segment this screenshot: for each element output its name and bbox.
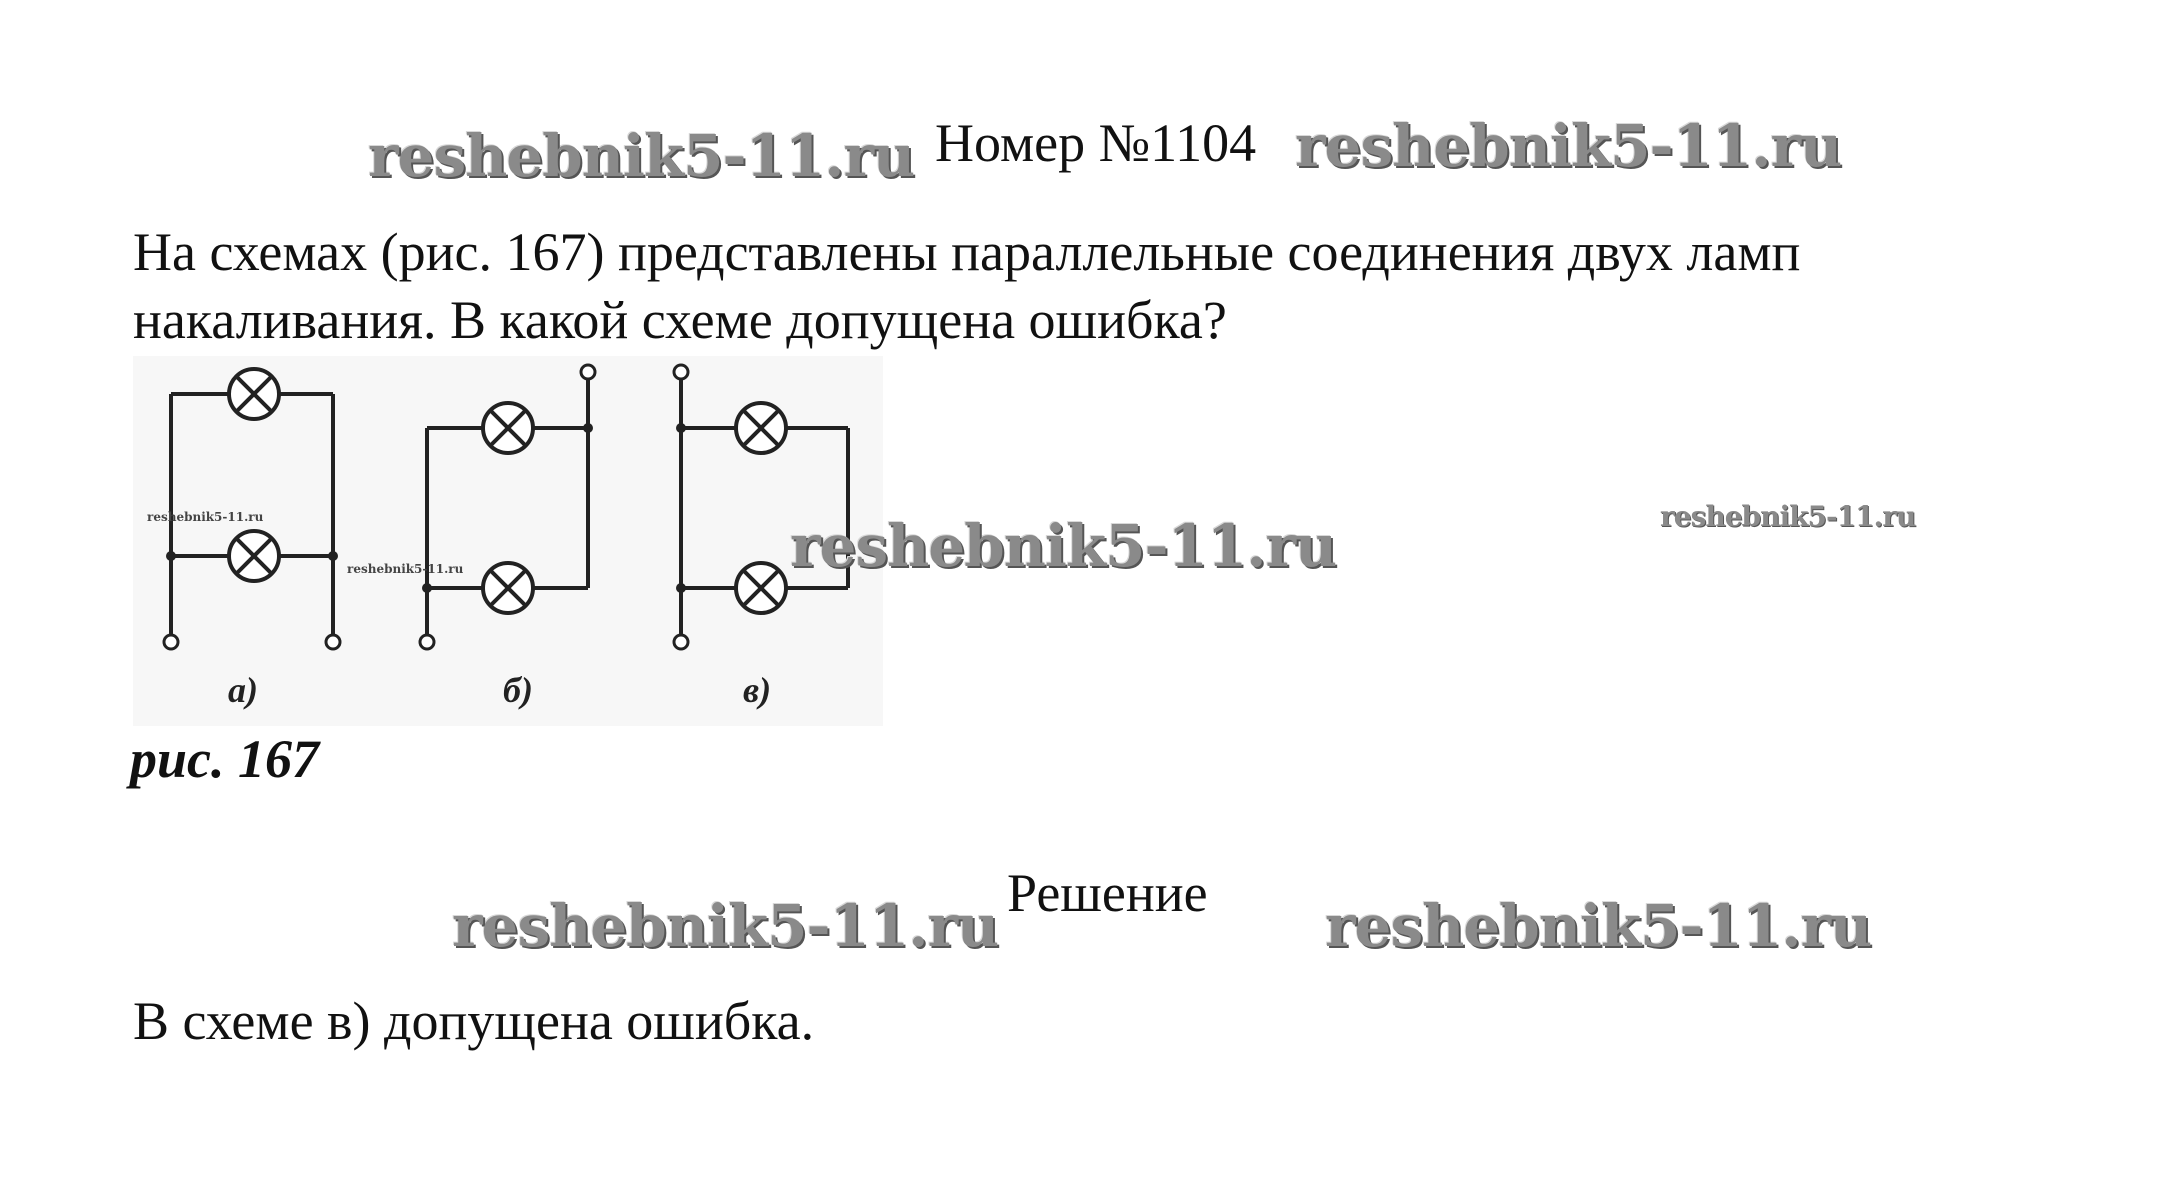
- lamp-icon: [736, 563, 786, 613]
- watermark: reshebnik5-11.ru: [452, 892, 999, 960]
- watermark: reshebnik5-11.ru: [1660, 500, 1916, 533]
- junction-dot: [422, 583, 432, 593]
- terminal-icon: [581, 365, 595, 379]
- watermark: reshebnik5-11.ru: [1295, 112, 1842, 180]
- terminal-icon: [420, 635, 434, 649]
- lamp-icon: [483, 403, 533, 453]
- terminal-icon: [164, 635, 178, 649]
- lamp-icon: [229, 531, 279, 581]
- scheme-label-a: а): [228, 670, 258, 710]
- solution-answer: В схеме в) допущена ошибка.: [133, 991, 815, 1051]
- watermark: reshebnik5-11.ru: [1325, 892, 1872, 960]
- watermark: reshebnik5-11.ru: [347, 562, 464, 576]
- lamp-icon: [229, 369, 279, 419]
- problem-number-title: Номер №1104: [935, 113, 1257, 173]
- watermark: reshebnik5-11.ru: [790, 512, 1337, 580]
- circuit-figure: [133, 356, 883, 726]
- scheme-label-b: б): [503, 670, 533, 710]
- junction-dot: [583, 423, 593, 433]
- circuit-diagrams: [133, 356, 883, 726]
- solution-heading: Решение: [1007, 863, 1208, 923]
- terminal-icon: [674, 365, 688, 379]
- terminal-icon: [326, 635, 340, 649]
- watermark: reshebnik5-11.ru: [147, 510, 264, 524]
- problem-text: На схемах (рис. 167) представлены параллельные соединения двух ламп накаливания. В какой схеме допущена ошибка?: [133, 222, 1801, 350]
- watermark: reshebnik5-11.ru: [368, 122, 915, 190]
- scheme-label-v: в): [743, 670, 772, 710]
- lamp-icon: [736, 403, 786, 453]
- junction-dot: [328, 551, 338, 561]
- figure-caption: рис. 167: [130, 729, 319, 789]
- junction-dot: [166, 551, 176, 561]
- lamp-icon: [483, 563, 533, 613]
- junction-dot: [676, 583, 686, 593]
- terminal-icon: [674, 635, 688, 649]
- junction-dot: [676, 423, 686, 433]
